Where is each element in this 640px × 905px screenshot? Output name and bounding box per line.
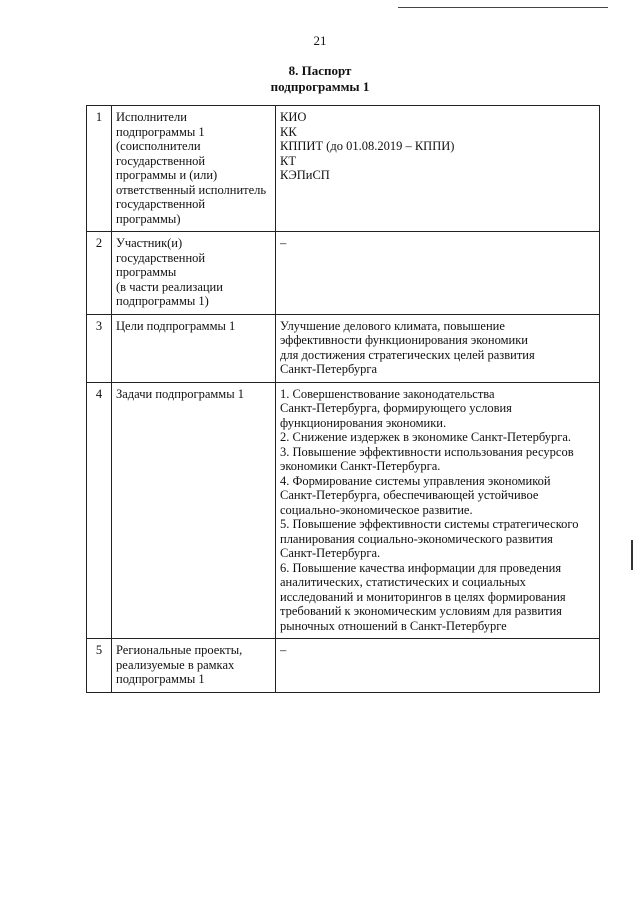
value-line: –	[280, 236, 287, 250]
table-row	[87, 382, 600, 639]
value-line: Санкт-Петербурга	[280, 362, 378, 376]
label-line: (в части реализации	[116, 279, 223, 294]
label-line: Участник(и)	[116, 236, 183, 250]
value-line: КК	[280, 124, 297, 139]
value-line: Санкт-Петербурга, формирующего условия	[280, 401, 512, 415]
title-line-1: 8. Паспорт	[288, 63, 352, 78]
label-line: подпрограммы 1	[116, 124, 205, 139]
value-line: 5. Повышение эффективности системы стратегического	[280, 517, 579, 531]
value-line: КТ	[280, 153, 296, 168]
row-number: 4	[87, 382, 112, 639]
row-label	[112, 639, 276, 693]
row-number: 1	[87, 106, 112, 232]
value-line: для достижения стратегических целей развития	[280, 347, 535, 362]
table-row	[87, 639, 600, 693]
row-label	[112, 382, 276, 639]
row-value	[276, 314, 600, 382]
row-label	[112, 314, 276, 382]
value-line: Санкт-Петербурга.	[280, 546, 381, 560]
row-number: 3	[87, 314, 112, 382]
value-line: требований к экономическим условиям для развития	[280, 604, 562, 618]
value-line: аналитических, статистических и социальных	[280, 575, 526, 589]
row-value	[276, 106, 600, 232]
value-line: эффективности функционирования экономики	[280, 333, 528, 347]
row-number: 2	[87, 232, 112, 315]
value-line: Улучшение делового климата, повышение	[280, 318, 505, 333]
edge-mark	[631, 540, 640, 570]
value-line: функционирования экономики.	[280, 415, 447, 430]
table-row	[87, 106, 600, 232]
section-title	[0, 63, 640, 95]
label-line: программы)	[116, 211, 181, 226]
value-line: 2. Снижение издержек в экономике Санкт-Петербурга.	[280, 430, 572, 444]
value-line: КППИТ (до 01.08.2019 – КППИ)	[280, 139, 455, 153]
value-line: 1. Совершенствование законодательства	[280, 386, 495, 401]
value-line: 4. Формирование системы управления экономикой	[280, 473, 551, 488]
label-line: государственной	[116, 197, 206, 211]
row-number: 5	[87, 639, 112, 693]
label-line: Региональные проекты,	[116, 643, 243, 657]
label-line: программы и (или)	[116, 168, 218, 182]
value-line: 3. Повышение эффективности использования ресурсов	[280, 444, 574, 459]
page-number: 21	[313, 33, 327, 48]
passport-table	[86, 105, 600, 693]
label-line: государственной	[116, 250, 206, 265]
value-line: –	[280, 643, 287, 657]
value-line: исследований и мониторингов в целях формирования	[280, 589, 566, 604]
value-line: Санкт-Петербурга, обеспечивающей устойчивое	[280, 488, 539, 502]
value-line: КЭПиСП	[280, 168, 330, 182]
label-line: Задачи подпрограммы 1	[116, 386, 244, 401]
top-rule	[398, 7, 608, 8]
value-line: 6. Повышение качества информации для проведения	[280, 560, 562, 575]
title-line-2: подпрограммы 1	[270, 79, 370, 94]
label-line: программы	[116, 265, 177, 279]
table-row	[87, 232, 600, 315]
value-line: КИО	[280, 110, 307, 124]
value-line: планирования социально-экономического развития	[280, 531, 553, 546]
value-line: рыночных отношений в Санкт-Петербурге	[280, 618, 507, 633]
table-row	[87, 314, 600, 382]
row-value	[276, 639, 600, 693]
row-value	[276, 232, 600, 315]
label-line: Цели подпрограммы 1	[116, 318, 236, 333]
value-line: социально-экономическое развитие.	[280, 502, 473, 517]
row-value	[276, 382, 600, 639]
label-line: ответственный исполнитель	[116, 182, 267, 197]
row-label	[112, 232, 276, 315]
label-line: реализуемые в рамках	[116, 657, 235, 672]
label-line: подпрограммы 1)	[116, 294, 209, 308]
label-line: (соисполнители	[116, 139, 201, 153]
value-line: экономики Санкт-Петербурга.	[280, 459, 441, 473]
label-line: подпрограммы 1	[116, 672, 205, 686]
label-line: Исполнители	[116, 110, 187, 124]
label-line: государственной	[116, 153, 206, 168]
row-label	[112, 106, 276, 232]
